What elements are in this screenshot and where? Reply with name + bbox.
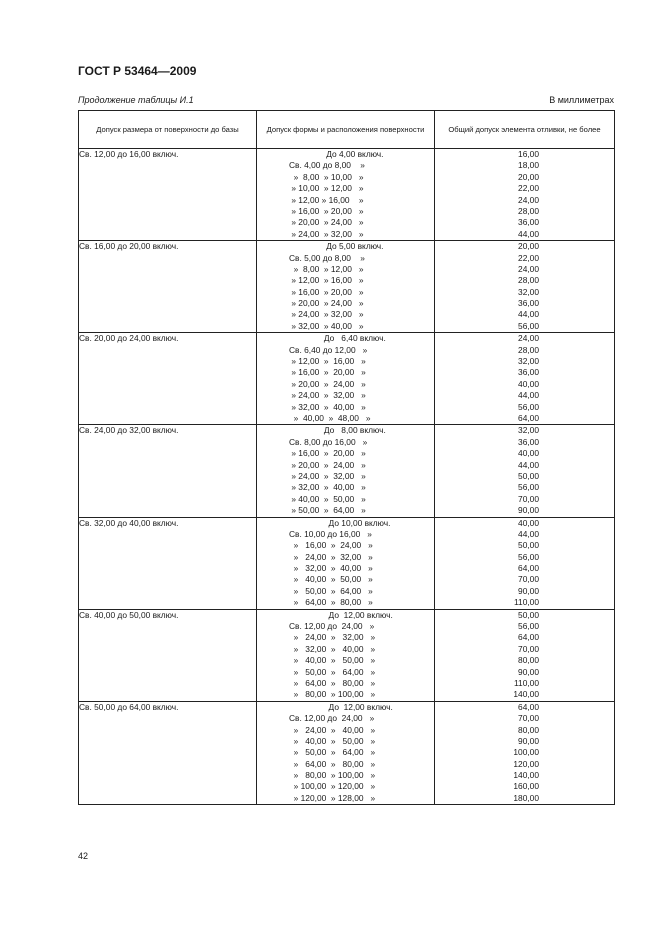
form-tolerance-line: » 24,00 » 32,00 » [289,228,364,239]
total-tolerance-value: 64,00 [518,701,539,712]
total-tolerance-value: 56,00 [518,551,539,562]
form-tolerance-line: » 40,00 » 48,00 » [289,412,371,423]
form-tolerance-cell [257,333,435,425]
form-tolerance-line: » 10,00 » 12,00 » [289,183,364,194]
form-tolerance-line: До 4,00 включ. [289,149,384,159]
form-tolerance-line: » 24,00 » 32,00 » [289,551,373,562]
table-row [79,149,615,241]
total-tolerance-value: 56,00 [518,621,539,632]
form-tolerance-line: » 100,00 » 120,00 » [289,781,376,792]
total-tolerance-value: 40,00 [518,378,539,389]
form-tolerance-cell [257,609,435,701]
total-tolerance-value: 28,00 [518,344,539,355]
total-tolerance-value: 70,00 [518,493,539,504]
total-tolerance-cell [435,241,615,333]
size-tolerance-cell: Св. 50,00 до 64,00 включ. [79,701,257,805]
tolerance-table [78,110,615,805]
form-tolerance-line: » 24,00 » 32,00 » [289,632,376,643]
total-tolerance-value: 40,00 [518,448,539,459]
total-tolerance-value: 24,00 [518,333,539,344]
form-tolerance-line: До 6,40 включ. [289,333,386,344]
total-tolerance-value: 36,00 [518,298,539,309]
form-tolerance-line: » 40,00 » 50,00 » [289,493,366,504]
document-title: ГОСТ Р 53464—2009 [78,64,197,78]
total-tolerance-value: 90,00 [518,735,539,746]
total-tolerance-value: 90,00 [518,585,539,596]
total-tolerance-value: 44,00 [518,228,539,239]
form-tolerance-line: » 24,00 » 32,00 » [289,390,366,401]
total-tolerance-value: 56,00 [518,320,539,331]
form-tolerance-cell [257,149,435,241]
total-tolerance-value: 44,00 [518,459,539,470]
form-tolerance-line: » 40,00 » 50,00 » [289,574,373,585]
size-tolerance-cell: Св. 40,00 до 50,00 включ. [79,609,257,701]
total-tolerance-value: 56,00 [518,401,539,412]
column-header-total-tolerance: Общий допуск элемента отливки, не более [435,111,615,149]
total-tolerance-value: 64,00 [518,412,539,423]
form-tolerance-line: Св. 10,00 до 16,00 » [289,528,372,539]
total-tolerance-cell [435,609,615,701]
form-tolerance-line: » 24,00 » 40,00 » [289,724,376,735]
form-tolerance-line: » 64,00 » 80,00 » [289,597,373,608]
form-tolerance-line: » 12,00 » 16,00 » [289,356,366,367]
total-tolerance-value: 110,00 [514,597,539,608]
form-tolerance-line: До 12,00 включ. [289,609,393,620]
form-tolerance-line: » 12,00 » 16,00 » [289,275,364,286]
total-tolerance-value: 16,00 [518,149,539,159]
table-row [79,701,615,805]
table-row [79,425,615,517]
total-tolerance-value: 28,00 [518,275,539,286]
form-tolerance-line: » 40,00 » 50,00 » [289,655,376,666]
total-tolerance-value: 160,00 [513,781,539,792]
form-tolerance-line: » 8,00 » 12,00 » [289,263,364,274]
size-tolerance-cell: Св. 24,00 до 32,00 включ. [79,425,257,517]
total-tolerance-value: 64,00 [518,632,539,643]
form-tolerance-line: » 120,00 » 128,00 » [289,792,376,803]
total-tolerance-value: 110,00 [514,677,539,688]
size-tolerance-cell: Св. 16,00 до 20,00 включ. [79,241,257,333]
total-tolerance-cell [435,701,615,805]
total-tolerance-value: 140,00 [513,689,539,700]
form-tolerance-line: » 32,00 » 40,00 » [289,320,364,331]
form-tolerance-line: » 20,00 » 24,00 » [289,378,366,389]
form-tolerance-line: » 50,00 » 64,00 » [289,585,373,596]
total-tolerance-cell [435,517,615,609]
form-tolerance-line: » 16,00 » 24,00 » [289,540,373,551]
total-tolerance-cell [435,149,615,241]
form-tolerance-line: » 80,00 » 100,00 » [289,770,376,781]
form-tolerance-line: Св. 12,00 до 24,00 » [289,713,375,724]
form-tolerance-line: » 50,00 » 64,00 » [289,666,376,677]
total-tolerance-value: 80,00 [518,724,539,735]
form-tolerance-line: » 16,00 » 20,00 » [289,367,366,378]
form-tolerance-cell [257,517,435,609]
form-tolerance-line: » 80,00 » 100,00 » [289,689,376,700]
total-tolerance-value: 180,00 [513,792,539,803]
form-tolerance-line: До 12,00 включ. [289,701,393,712]
form-tolerance-line: » 32,00 » 40,00 » [289,482,366,493]
form-tolerance-line: До 5,00 включ. [289,241,384,252]
total-tolerance-cell [435,425,615,517]
total-tolerance-value: 50,00 [518,470,539,481]
form-tolerance-line: » 20,00 » 24,00 » [289,298,364,309]
total-tolerance-value: 36,00 [518,367,539,378]
total-tolerance-value: 32,00 [518,425,539,436]
form-tolerance-line: » 16,00 » 20,00 » [289,205,364,216]
total-tolerance-value: 18,00 [518,160,539,171]
total-tolerance-value: 120,00 [513,758,539,769]
column-header-size-tolerance: Допуск размера от поверхности до базы [79,111,257,149]
total-tolerance-value: 36,00 [518,436,539,447]
form-tolerance-line: » 32,00 » 40,00 » [289,401,366,412]
table-caption: Продолжение таблицы И.1 [78,95,194,105]
form-tolerance-line: » 64,00 » 80,00 » [289,758,376,769]
total-tolerance-value: 24,00 [518,194,539,205]
total-tolerance-value: 56,00 [518,482,539,493]
form-tolerance-cell [257,701,435,805]
total-tolerance-value: 50,00 [518,609,539,620]
total-tolerance-value: 32,00 [518,356,539,367]
total-tolerance-value: 80,00 [518,655,539,666]
units-label: В миллиметрах [549,95,614,105]
form-tolerance-line: » 64,00 » 80,00 » [289,677,376,688]
total-tolerance-value: 70,00 [518,643,539,654]
size-tolerance-cell: Св. 20,00 до 24,00 включ. [79,333,257,425]
size-tolerance-cell: Св. 32,00 до 40,00 включ. [79,517,257,609]
total-tolerance-value: 20,00 [518,241,539,252]
form-tolerance-line: До 8,00 включ. [289,425,386,436]
form-tolerance-line: » 8,00 » 10,00 » [289,171,364,182]
form-tolerance-line: » 12,00 » 16,00 » [289,194,364,205]
total-tolerance-value: 44,00 [518,390,539,401]
total-tolerance-value: 140,00 [513,770,539,781]
form-tolerance-line: » 24,00 » 32,00 » [289,470,366,481]
size-tolerance-cell: Св. 12,00 до 16,00 включ. [79,149,257,241]
total-tolerance-value: 32,00 [518,286,539,297]
total-tolerance-value: 44,00 [518,528,539,539]
form-tolerance-line: До 10,00 включ. [289,517,391,528]
form-tolerance-cell [257,425,435,517]
form-tolerance-line: Св. 12,00 до 24,00 » [289,621,375,632]
form-tolerance-line: » 16,00 » 20,00 » [289,286,364,297]
form-tolerance-line: » 32,00 » 40,00 » [289,643,376,654]
total-tolerance-value: 40,00 [518,517,539,528]
page-number: 42 [78,851,89,861]
form-tolerance-cell [257,241,435,333]
total-tolerance-value: 90,00 [518,666,539,677]
table-row [79,333,615,425]
total-tolerance-value: 100,00 [513,747,539,758]
form-tolerance-line: Св. 5,00 до 8,00 » [289,252,365,263]
table-header-row [79,111,615,149]
total-tolerance-value: 44,00 [518,309,539,320]
form-tolerance-line: » 16,00 » 20,00 » [289,448,366,459]
total-tolerance-value: 70,00 [518,574,539,585]
total-tolerance-cell [435,333,615,425]
total-tolerance-value: 22,00 [518,183,539,194]
form-tolerance-line: » 40,00 » 50,00 » [289,735,376,746]
form-tolerance-line: » 50,00 » 64,00 » [289,505,366,516]
total-tolerance-value: 22,00 [518,252,539,263]
form-tolerance-line: » 32,00 » 40,00 » [289,563,373,574]
form-tolerance-line: Св. 8,00 до 16,00 » [289,436,368,447]
total-tolerance-value: 50,00 [518,540,539,551]
total-tolerance-value: 64,00 [518,563,539,574]
total-tolerance-value: 70,00 [518,713,539,724]
form-tolerance-line: » 20,00 » 24,00 » [289,459,366,470]
form-tolerance-line: » 20,00 » 24,00 » [289,217,364,228]
total-tolerance-value: 20,00 [518,171,539,182]
form-tolerance-line: » 24,00 » 32,00 » [289,309,364,320]
column-header-form-tolerance: Допуск формы и расположения поверхности [257,111,435,149]
table-row [79,241,615,333]
table-row [79,609,615,701]
total-tolerance-value: 28,00 [518,205,539,216]
form-tolerance-line: Св. 6,40 до 12,00 » [289,344,368,355]
total-tolerance-value: 36,00 [518,217,539,228]
total-tolerance-value: 90,00 [518,505,539,516]
table-row [79,517,615,609]
form-tolerance-line: Св. 4,00 до 8,00 » [289,160,365,171]
total-tolerance-value: 24,00 [518,263,539,274]
form-tolerance-line: » 50,00 » 64,00 » [289,747,376,758]
